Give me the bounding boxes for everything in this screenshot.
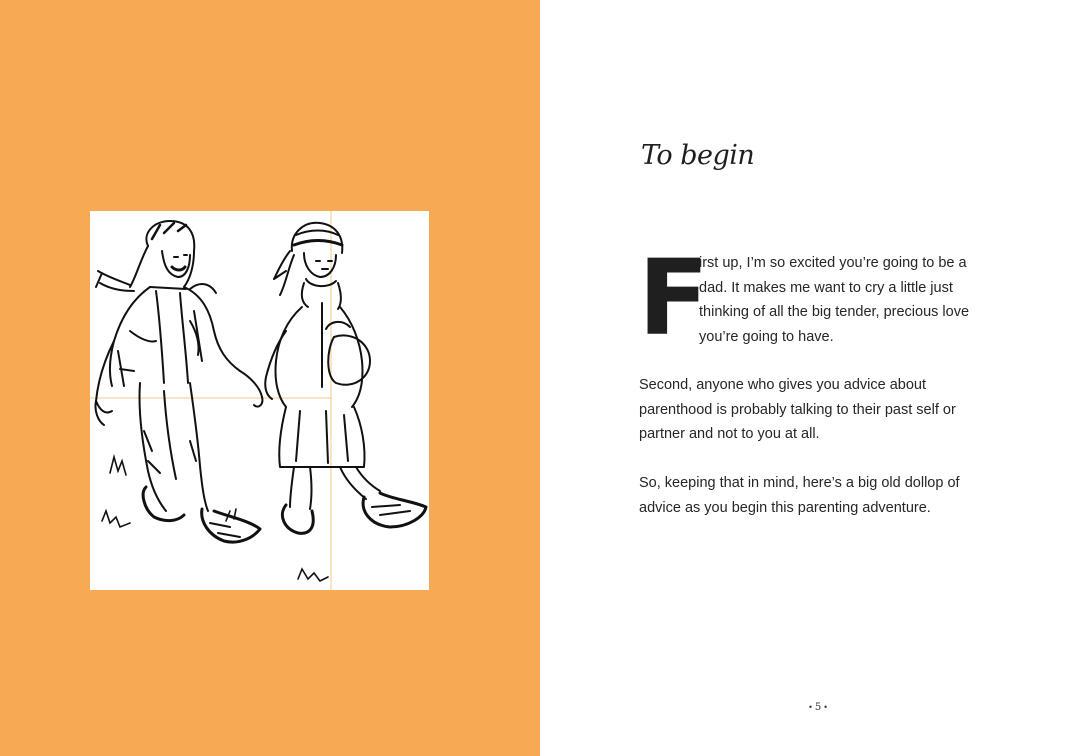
paragraph-1-line: dad. It makes me want to cry a little just bbox=[699, 279, 953, 296]
paragraph-2-line: parenthood is probably talking to their past self or bbox=[639, 401, 956, 418]
two-people-walking-sketch-icon bbox=[90, 211, 429, 590]
paragraph-1-line: thinking of all the big tender, precious love bbox=[699, 304, 970, 320]
bullet-icon: • bbox=[808, 703, 813, 712]
paragraph-1-line: irst up, I’m so excited you’re going to be a bbox=[699, 255, 967, 271]
page-number-value: 5 bbox=[814, 702, 822, 713]
paragraph-3-line: advice as you begin this parenting adventure. bbox=[639, 499, 931, 516]
paragraph-1 bbox=[699, 251, 989, 349]
paragraph-2-line: Second, anyone who gives you advice about bbox=[639, 377, 926, 393]
drop-cap: F bbox=[638, 237, 710, 359]
paragraph-2 bbox=[639, 373, 989, 447]
chapter-title: To begin bbox=[641, 140, 755, 171]
illustration-frame bbox=[90, 211, 429, 590]
paragraph-1-line: you’re going to have. bbox=[699, 328, 834, 345]
paragraph-3 bbox=[639, 471, 989, 520]
right-page bbox=[540, 0, 1080, 756]
paragraph-3-line: So, keeping that in mind, here’s a big old dollop of bbox=[639, 475, 960, 491]
page-number bbox=[798, 702, 838, 713]
paragraph-2-line: partner and not to you at all. bbox=[639, 426, 820, 442]
bullet-icon: • bbox=[823, 703, 828, 712]
